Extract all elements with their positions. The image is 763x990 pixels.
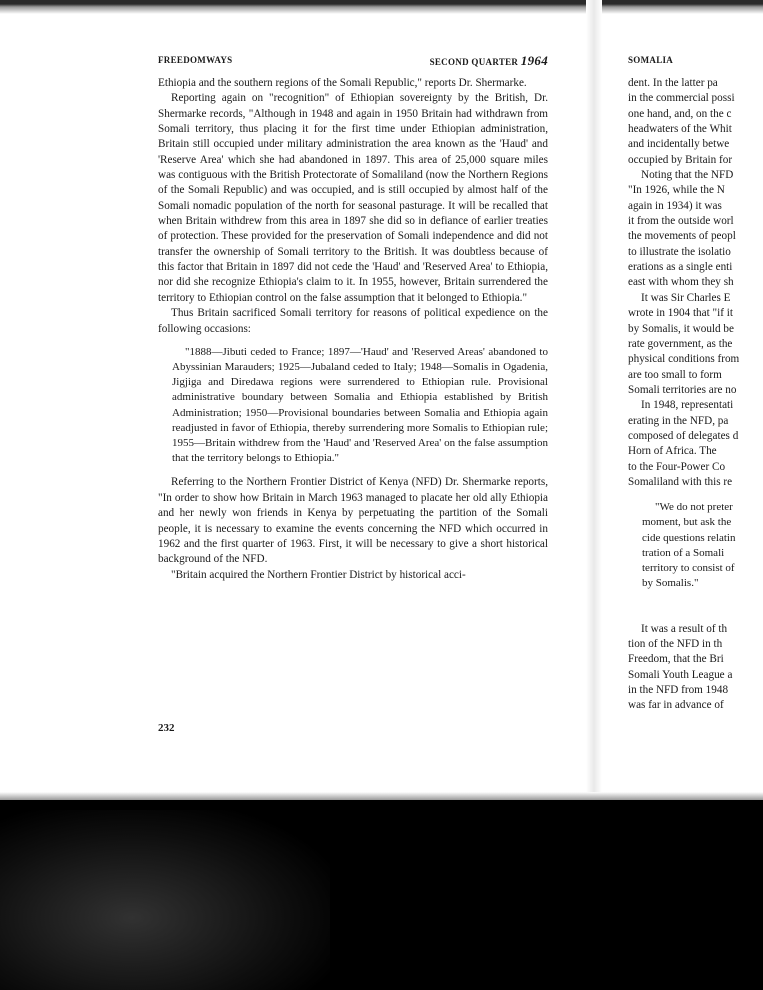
text-line: wrote in 1904 that "if it [628, 307, 733, 320]
text-line: it from the outside worl [628, 215, 734, 228]
text-line: It was Sir Charles E [641, 291, 731, 304]
paragraph: Ethiopia and the southern regions of the Somali Republic," reports Dr. Shermarke. [158, 77, 527, 89]
text-line: Horn of Africa. The [628, 445, 717, 458]
text-line: In 1948, representati [641, 399, 734, 412]
text-line: by Somalis, it would be [628, 322, 734, 335]
block-quote [628, 500, 763, 591]
text-line: physical conditions from [628, 353, 740, 366]
paragraph: Thus Britain sacrificed Somali territory for reasons of political expedience on the following occasions: [158, 307, 548, 335]
journal-title: FREEDOMWAYS [158, 55, 233, 65]
scan-smudge [0, 810, 330, 990]
text-line: "In 1926, while the N [628, 184, 725, 197]
quote-line: territory to consist of [642, 562, 735, 575]
issue-year: 1964 [520, 53, 548, 68]
text-line: dent. In the latter pa [628, 77, 718, 89]
text-line: the movements of peopl [628, 230, 736, 243]
quote-line: tration of a Somali [642, 546, 725, 559]
text-line: in the commercial possi [628, 92, 735, 105]
left-running-head [158, 53, 548, 67]
block-quote: "1888—Jibuti ceded to France; 1897—'Haud' and 'Reserved Areas' abandoned to Abyssinian Marauders; 1925—Jubaland ceded to Italy; 1948—Somalis in Ogadenia, Jigjiga and Diredawa regions were surrendered to Ethiopian rule. Provisional administrative boundary between Somalia and Ethiopia established by British Administration; 1950—Provisional boundaries between Somalia and Ethiopia again readjusted in favor of Ethiopia, thereby surrendering more Somalis to Ethiopian rule; 1955—Britain withdrew from the 'Haud' and 'Reserved Area' on the false assumption that the territory belongs to Ethiopia." [172, 345, 548, 465]
left-body-text [158, 76, 548, 583]
text-line: headwaters of the Whit [628, 123, 732, 136]
text-line: and incidentally betwe [628, 138, 730, 151]
text-line: in the NFD from 1948 [628, 683, 729, 696]
text-line: composed of delegates d [628, 429, 739, 442]
text-line: to the Four-Power Co [628, 460, 726, 473]
book-gutter [586, 0, 602, 800]
quote-line: by Somalis." [642, 577, 699, 590]
text-line: was far in advance of [628, 699, 724, 712]
text-line: to illustrate the isolatio [628, 245, 731, 258]
paragraph: "Britain acquired the Northern Frontier District by historical acci- [171, 568, 466, 581]
right-body-text [628, 76, 763, 714]
quote-line: cide questions relatin [642, 531, 736, 544]
right-running-head [628, 53, 763, 67]
issue-quarter: SECOND QUARTER [429, 57, 519, 67]
text-line: Noting that the NFD [641, 169, 734, 182]
text-line: occupied by Britain for [628, 153, 733, 166]
paragraph: Reporting again on "recognition" of Ethiopian sovereignty by the British, Dr. Shermarke records, "Although in 1948 and again in 1950 Britain had withdrawn from Somali territory, thus placing it for the first time under Ethiopian administration, Britain still occupied under military administration the area known as the 'Haud' and 'Reserve Area' which she had abandoned in 1897. This area of 25,000 square miles was contiguous with the British Protectorate of Somaliland (now the Northern Regions of the Somali Republic) and was occupied, and is still occupied by almost half of the Somali nomadic population of the north for seasonal pasturage. It will be recalled that when Britain withdrew from this area in 1897 she did so in defiance of earlier treaties of protection. These provided for the preservation of Somali independence and did not transfer the ownership of Somali territory to the British. It was doubtless because of this factor that Britain in 1897 did not cede the 'Haud' and 'Reserved Area' to Ethiopia, nor did she recognize Ethiopia's claim to it. In 1955, however, Britain surrendered the territory to Ethiopian control on the false assumption that it belonged to Ethiopia." [158, 92, 548, 304]
issue-label [430, 53, 548, 69]
text-line: rate government, as the [628, 337, 733, 350]
quote-line: "We do not preter [655, 501, 733, 514]
text-line: Somaliland with this re [628, 475, 733, 488]
text-line: one hand, and, on the c [628, 107, 732, 120]
text-line: Somali territories are no [628, 383, 737, 396]
text-line: are too small to form [628, 368, 722, 381]
text-line: Freedom, that the Bri [628, 653, 724, 666]
section-title: SOMALIA [628, 55, 674, 65]
text-line: again in 1934) it was [628, 199, 722, 212]
text-line: tion of the NFD in th [628, 637, 723, 650]
right-page [628, 0, 763, 760]
text-line: erating in the NFD, pa [628, 414, 729, 427]
text-line: Somali Youth League a [628, 668, 733, 681]
text-line: erations as a single enti [628, 261, 733, 274]
quote-line: moment, but ask the [642, 516, 732, 529]
paragraph: Referring to the Northern Frontier District of Kenya (NFD) Dr. Shermarke reports, "In order to show how Britain in March 1963 managed to placate her old ally Ethiopia and her newly won friends in Kenya by perpetuating the partition of the Somali people, it is necessary to examine the events concerning the NFD which occurred in 1962 and the first quarter of 1963. First, it will be necessary to give a short historical background of the NFD. [158, 476, 548, 566]
right-lines-top [628, 76, 763, 490]
right-lines-bottom [628, 622, 763, 714]
page-number: 232 [158, 722, 175, 734]
text-line: east with whom they sh [628, 276, 734, 289]
text-line: It was a result of th [641, 622, 728, 635]
